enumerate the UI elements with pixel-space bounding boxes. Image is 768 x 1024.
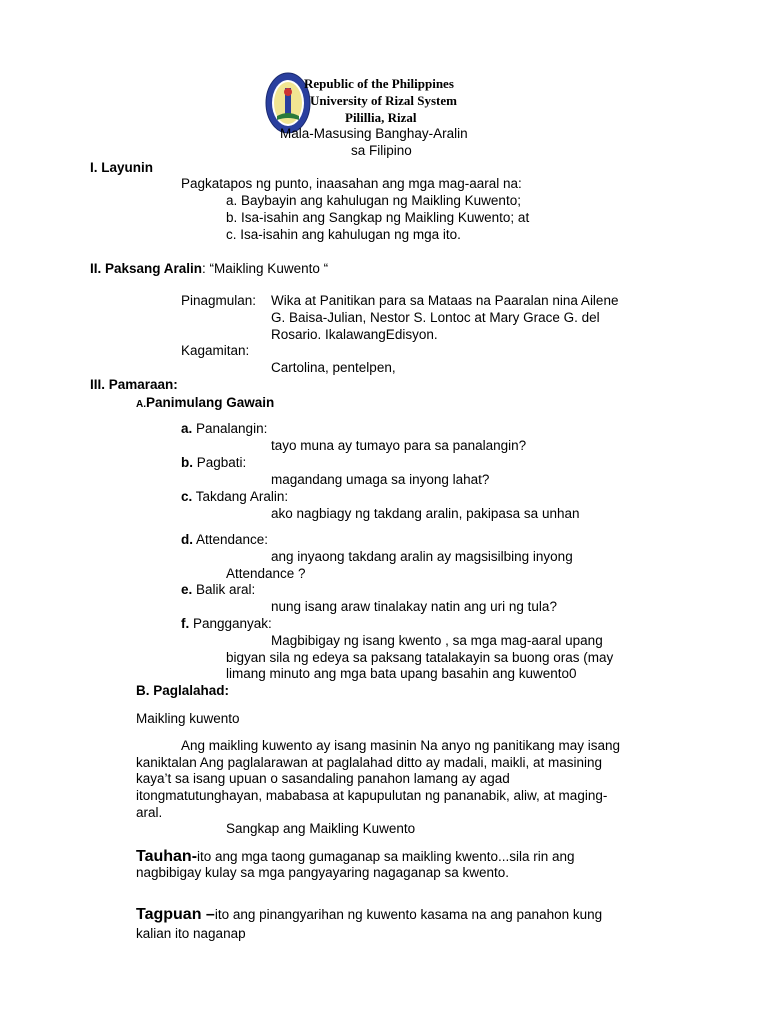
takdang-aralin-text: ako nagbiagy ng takdang aralin, pakipasa sa unhan bbox=[271, 506, 580, 521]
tauhan-term: Tauhan- bbox=[136, 848, 198, 865]
header-republic: Republic of the Philippines bbox=[304, 76, 454, 91]
tauhan-text: ito ang mga taong gumaganap sa maikling kwento...sila rin ang bbox=[197, 849, 575, 864]
paksa-value: : “Maikling Kuwento “ bbox=[202, 261, 329, 276]
section-paksa bbox=[90, 261, 328, 277]
item-pangganyak: f. Pangganyak: bbox=[181, 616, 272, 631]
pinagmulan-label: Pinagmulan: bbox=[181, 293, 257, 308]
document-subtitle: sa Filipino bbox=[351, 143, 412, 158]
tauhan-text-cont: nagbibigay kulay sa mga pangyayaring nagaganap sa kwento. bbox=[136, 865, 510, 880]
section-layunin-heading: I. Layunin bbox=[90, 160, 154, 175]
pinagmulan-line: G. Baisa-Julian, Nestor S. Lontoc at Mary Grace G. del bbox=[271, 310, 600, 325]
panimulang-gawain-heading bbox=[136, 395, 274, 411]
tauhan-definition bbox=[136, 847, 575, 866]
paglalahad-paragraph-line: kaya’t sa isang upuan o sasandaling panahon lamang ay agad bbox=[136, 771, 510, 786]
layunin-item: c. Isa-isahin ang kahulugan ng mga ito. bbox=[226, 227, 461, 242]
paglalahad-paragraph-line: Ang maikling kuwento ay isang masinin Na anyo ng panitikang may isang bbox=[181, 738, 621, 753]
header-university: University of Rizal System bbox=[310, 93, 457, 108]
item-attendance: d. Attendance: bbox=[181, 532, 269, 547]
subsection-title: Panimulang Gawain bbox=[146, 395, 275, 410]
attendance-text: Attendance ? bbox=[226, 566, 306, 581]
paglalahad-subtitle: Maikling kuwento bbox=[136, 711, 240, 726]
panalangin-text: tayo muna ay tumayo para sa panalangin? bbox=[271, 438, 527, 453]
layunin-item: b. Isa-isahin ang Sangkap ng Maikling Kuwento; at bbox=[226, 210, 530, 225]
item-takdang-aralin: c. Takdang Aralin: bbox=[181, 489, 289, 504]
tagpuan-text-cont: kalian ito naganap bbox=[136, 926, 246, 941]
balik-aral-text: nung isang araw tinalakay natin ang uri ng tula? bbox=[271, 599, 557, 614]
pinagmulan-line: Wika at Panitikan para sa Mataas na Paaralan nina Ailene bbox=[271, 293, 619, 308]
header-location: Pilillia, Rizal bbox=[345, 110, 417, 125]
paglalahad-heading: B. Paglalahad: bbox=[136, 683, 230, 698]
item-panalangin: a. Panalangin: bbox=[181, 421, 268, 436]
pangganyak-text: Magbibigay ng isang kwento , sa mga mag-aaral upang bbox=[271, 633, 603, 648]
document-title: Mala-Masusing Banghay-Aralin bbox=[280, 126, 468, 141]
pagbati-text: magandang umaga sa inyong lahat? bbox=[271, 472, 490, 487]
item-balik-aral: e. Balik aral: bbox=[181, 582, 256, 597]
paglalahad-paragraph-line: itongmatutunghayan, mababasa at kapupulutan ng pananabik, aliw, at maging- bbox=[136, 788, 608, 803]
attendance-text: ang inyaong takdang aralin ay magsisilbing inyong bbox=[271, 549, 573, 564]
item-pagbati: b. Pagbati: bbox=[181, 455, 247, 470]
sangkap-heading: Sangkap ang Maikling Kuwento bbox=[226, 821, 416, 836]
pangganyak-text: limang minuto ang mga bata upang basahin ang kuwento0 bbox=[226, 666, 577, 681]
subsection-letter: A. bbox=[136, 399, 146, 410]
tagpuan-definition bbox=[136, 905, 602, 924]
kagamitan-value: Cartolina, pentelpen, bbox=[271, 360, 396, 375]
paglalahad-paragraph-line: aral. bbox=[136, 805, 163, 820]
section-pamaraan-heading: III. Pamaraan: bbox=[90, 377, 178, 392]
tagpuan-text: ito ang pinangyarihan ng kuwento kasama na ang panahon kung bbox=[214, 907, 603, 922]
paglalahad-paragraph-line: kaniktalan Ang paglalarawan at paglalahad ditto ay madali, maikli, at masining bbox=[136, 755, 603, 770]
pinagmulan-line: Rosario. IkalawangEdisyon. bbox=[271, 327, 438, 342]
pangganyak-text: bigyan sila ng edeya sa paksang tatalakayin sa buong oras (may bbox=[226, 650, 614, 665]
layunin-item: a. Baybayin ang kahulugan ng Maikling Kuwento; bbox=[226, 193, 521, 208]
kagamitan-label: Kagamitan: bbox=[181, 343, 250, 358]
tagpuan-term: Tagpuan – bbox=[136, 906, 215, 923]
section-paksa-heading: II. Paksang Aralin bbox=[90, 261, 203, 276]
layunin-intro: Pagkatapos ng punto, inaasahan ang mga mag-aaral na: bbox=[181, 176, 522, 191]
